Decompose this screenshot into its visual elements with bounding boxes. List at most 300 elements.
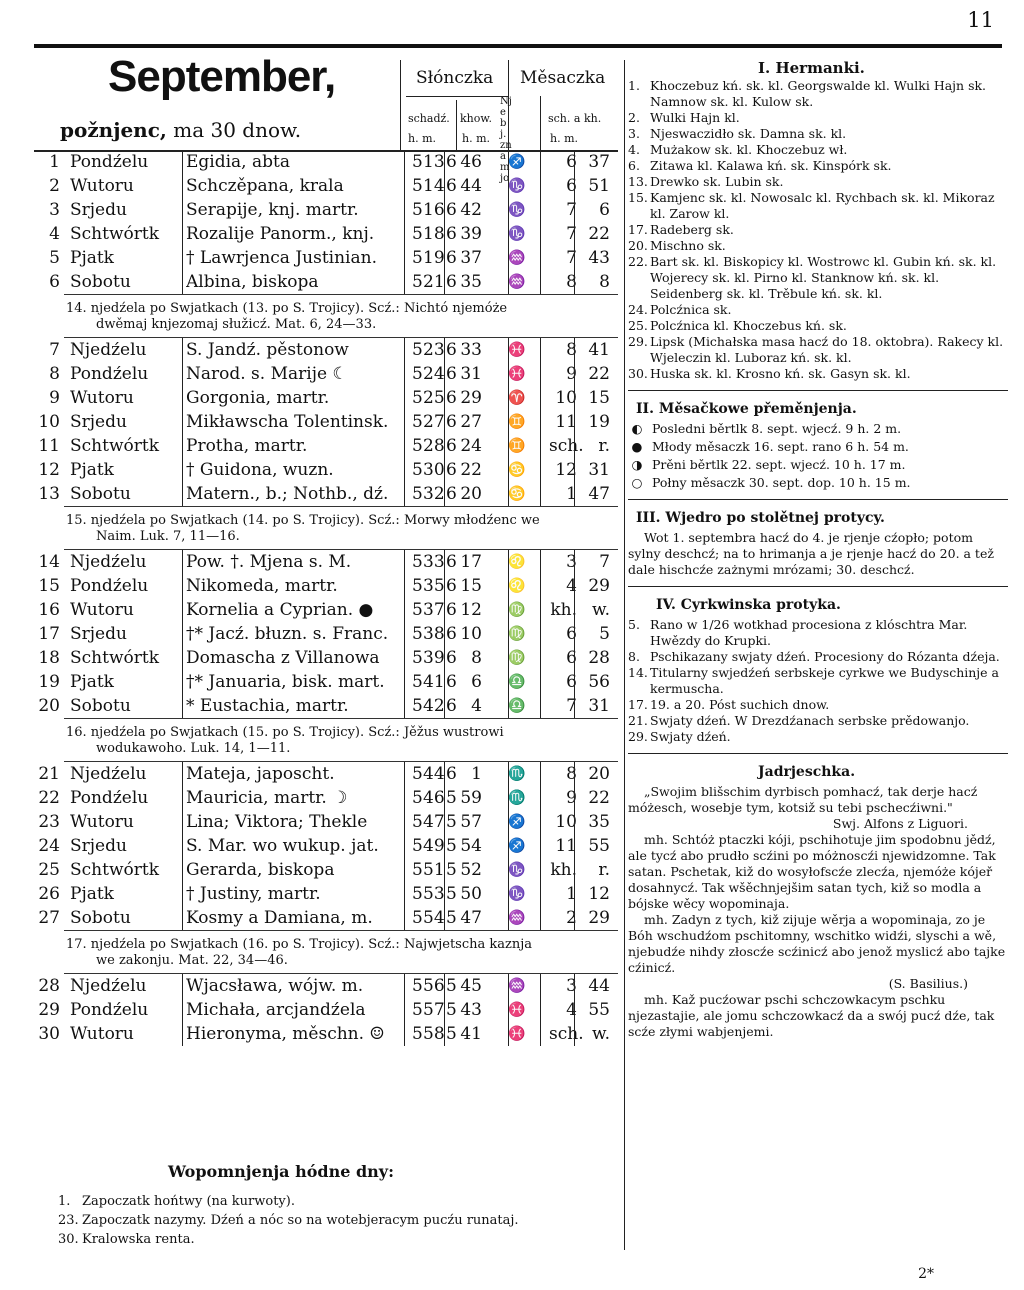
- weekday: Wutoru: [70, 1024, 134, 1044]
- moon-hour: 7: [566, 696, 577, 716]
- moon-min: 44: [588, 976, 610, 996]
- sunrise-hour: 5: [412, 436, 423, 456]
- weekday: Srjedu: [70, 200, 127, 220]
- day-number: 10: [38, 412, 60, 432]
- moon-hour: 9: [566, 364, 577, 384]
- day-number: 9: [49, 388, 60, 408]
- saint-name: Kosmy a Damiana, m.: [186, 908, 373, 928]
- column-rule: [508, 550, 509, 718]
- saint-name: Schczěpana, krala: [186, 176, 344, 196]
- sunrise-min: 35: [423, 576, 445, 596]
- month-title: September,: [108, 52, 336, 101]
- page-number: 11: [967, 8, 994, 32]
- day-row: [34, 174, 618, 198]
- sunset-min: 10: [460, 624, 482, 644]
- market-places: Khoczebuz kń. sk. kl. Georgswalde kl. Wulki Hajn sk. Namnow sk. kl. Kulow sk.: [650, 78, 987, 109]
- moon-hour: 8: [566, 272, 577, 292]
- sunset-min: 1: [471, 764, 482, 784]
- sunrise-min: 25: [423, 388, 445, 408]
- weekday: Wutoru: [70, 176, 134, 196]
- moon-min: 41: [588, 340, 610, 360]
- day-number: 17: [38, 624, 60, 644]
- sunrise-min: 16: [423, 200, 445, 220]
- sunset-hour: 5: [446, 836, 457, 856]
- sunset-hour: 6: [446, 436, 457, 456]
- column-divider: [624, 60, 625, 1250]
- sunset-hour: 6: [446, 672, 457, 692]
- saint-name: †* Jacź. błuzn. s. Franc.: [186, 624, 389, 644]
- market-places: Polcźnica sk.: [650, 302, 732, 317]
- zodiac-icon: ♐: [508, 814, 526, 830]
- church-day: 14.: [628, 665, 648, 680]
- sunrise-hour: 5: [412, 976, 423, 996]
- market-day: 29.: [628, 334, 648, 349]
- first-quarter-icon: ◑: [631, 457, 643, 472]
- moon-min: 6: [599, 200, 610, 220]
- church-text: Swjaty dźeń. W Drezdźanach serbske prědowanjo.: [650, 713, 970, 728]
- church-text: Titularny swjedźeń serbskeje cyrkwe we Budyschinje a kermuscha.: [650, 665, 1000, 696]
- moon-header: Měsaczka: [520, 68, 606, 88]
- day-number: 14: [38, 552, 60, 572]
- top-rule: [34, 44, 1002, 48]
- moon-min: 5: [599, 624, 610, 644]
- day-row: [34, 906, 618, 930]
- moon-col-divider: [540, 96, 541, 150]
- zodiac-icon: ♑: [508, 226, 526, 242]
- sunset-hour: 6: [446, 484, 457, 504]
- moon-min: 56: [588, 672, 610, 692]
- day-number: 26: [38, 884, 60, 904]
- note-line-1: 14. njedźela po Swjatkach (13. po S. Trojicy). Scź.: Nichtó njemóże: [66, 301, 508, 316]
- column-rule: [404, 762, 405, 930]
- moonphases-title: II. Měsačkowe přeměnjenja.: [636, 401, 857, 417]
- sunrise-hour: 5: [412, 1024, 423, 1044]
- market-entry: [628, 78, 1008, 110]
- sunrise-min: 58: [423, 1024, 445, 1044]
- market-places: Zitawa kl. Kalawa kń. sk. Kinspórk sk.: [650, 158, 892, 173]
- market-places: Polcźnica kl. Khoczebus kń. sk.: [650, 318, 847, 333]
- moon-min: 29: [588, 908, 610, 928]
- week-block: [34, 974, 618, 1046]
- last-quarter-icon: ◐: [631, 421, 643, 436]
- market-places: Drewko sk. Lubin sk.: [650, 174, 784, 189]
- sunrise-hour: 5: [412, 624, 423, 644]
- market-places: Radeberg sk.: [650, 222, 734, 237]
- moon-hour: 6: [566, 176, 577, 196]
- note-line-2: we zakonju. Mat. 22, 34—46.: [96, 953, 288, 968]
- saint-name: Narod. s. Marije ☾: [186, 364, 348, 384]
- sunset-hour: 6: [446, 764, 457, 784]
- church-day: 5.: [628, 617, 640, 632]
- memorable-day-num: 23.: [58, 1213, 79, 1228]
- weekday: Pjatk: [70, 672, 114, 692]
- church-title: IV. Cyrkwinska protyka.: [656, 597, 841, 613]
- sunrise-min: 13: [423, 152, 445, 172]
- market-day: 22.: [628, 254, 648, 269]
- day-row: [34, 622, 618, 646]
- sunday-gospel-note: [34, 719, 618, 761]
- sunrise-hour: 5: [412, 484, 423, 504]
- sunset-min: 39: [460, 224, 482, 244]
- moon-hour: 3: [566, 552, 577, 572]
- zodiac-icon: ♋: [508, 462, 526, 478]
- saint-sun-divider: [400, 60, 401, 150]
- sunset-hour: 6: [446, 460, 457, 480]
- moon-min: 28: [588, 648, 610, 668]
- signature-mark: 2*: [918, 1266, 934, 1282]
- moon-hour: 7: [566, 248, 577, 268]
- column-rule: [404, 974, 405, 1046]
- sunset-min: 24: [460, 436, 482, 456]
- sunset-hour: 5: [446, 860, 457, 880]
- day-row: [34, 974, 618, 998]
- sunset-min: 54: [460, 836, 482, 856]
- moonphases-list: [628, 421, 1008, 491]
- sunrise-min: 41: [423, 672, 445, 692]
- zodiac-icon: ♏: [508, 766, 526, 782]
- column-rule: [508, 338, 509, 506]
- column-rule: [508, 150, 509, 294]
- sunrise-hour: 5: [412, 152, 423, 172]
- column-rule: [404, 150, 405, 294]
- market-day: 6.: [628, 158, 640, 173]
- sunset-hour: 5: [446, 1024, 457, 1044]
- sunset-hour: 5: [446, 908, 457, 928]
- moon-min: r.: [598, 860, 610, 880]
- sunset-min: 43: [460, 1000, 482, 1020]
- moon-min: 55: [588, 1000, 610, 1020]
- column-rule: [444, 974, 445, 1046]
- piety-para2: mh. Zadyn z tych, kiž zijuje wěrja a wopominaja, zo je Bóh wschudźom pschitomny, wschitko widźi, slyschi a wě, njebudźe nihdy złoscźe scźinicź abo jenož myslicź abo tajke cźinicź.: [628, 912, 1006, 975]
- day-row: [34, 598, 618, 622]
- day-row: [34, 362, 618, 386]
- moon-hour: 2: [566, 908, 577, 928]
- weekday: Schtwórtk: [70, 436, 159, 456]
- church-entry: [628, 665, 1008, 697]
- sunrise-hour: 5: [412, 764, 423, 784]
- moonphase-entry: [628, 475, 1008, 491]
- market-places: Huska sk. kl. Krosno kń. sk. Gasyn sk. kl.: [650, 366, 911, 381]
- church-entry: [628, 713, 1008, 729]
- market-places: Lipsk (Michałska masa hacź do 18. oktobra). Rakecy kl. Wjeleczin kl. Luboraz kń. sk. kl.: [650, 334, 1004, 365]
- sunset-min: 20: [460, 484, 482, 504]
- moonphase-entry: [628, 421, 1008, 437]
- bottom-list: [58, 1192, 519, 1249]
- piety-para1: mh. Schtóż ptaczki kóji, pschihotuje jim spodobnu jědź, ale tycź abo prudło scźini po móżnoscźi njewidzomne. Tak satan. Pschetak, kiž do wosyłofscźe zlecźa, njemóże kójeř dosahnycź. Tak wšěchnjejšim satan tych, kiž so modla a bójske wěcy wopominaja.: [628, 832, 996, 911]
- moon-hour: 10: [555, 812, 577, 832]
- column-rule: [404, 550, 405, 718]
- moon-min: 20: [588, 764, 610, 784]
- column-rule: [540, 338, 541, 506]
- sunrise-min: 28: [423, 436, 445, 456]
- market-entry: [628, 238, 1008, 254]
- day-number: 25: [38, 860, 60, 880]
- weekday: Njedźelu: [70, 764, 147, 784]
- column-rule: [444, 150, 445, 294]
- zodiac-icon: ♈: [508, 390, 526, 406]
- weekday: Wutoru: [70, 388, 134, 408]
- church-day: 8.: [628, 649, 640, 664]
- sunset-hour: 6: [446, 176, 457, 196]
- zodiac-icon: ♓: [508, 1002, 526, 1018]
- moon-sign-header: Njebj. znamjo: [500, 96, 512, 184]
- memorable-day-text: Zapoczatk nazymy. Dźeń a nóc so na wotebjeracym pucźu runataj.: [82, 1213, 519, 1228]
- memorable-day-text: Kralowska renta.: [82, 1232, 195, 1247]
- day-row: [34, 198, 618, 222]
- column-rule: [540, 762, 541, 930]
- memorable-day: [58, 1230, 519, 1249]
- sunrise-hour: 5: [412, 576, 423, 596]
- church-day: 21.: [628, 713, 648, 728]
- day-row: [34, 694, 618, 718]
- church-day: 17.: [628, 697, 648, 712]
- day-number: 2: [49, 176, 60, 196]
- saint-name: Mateja, japoscht.: [186, 764, 335, 784]
- month-subtitle: [60, 118, 301, 142]
- sunrise-min: 27: [423, 412, 445, 432]
- day-row: [34, 222, 618, 246]
- market-places: Bart sk. kl. Biskopicy kl. Wostrowc kl. Gubin kń. sk. kl. Wojerecy sk. kl. Pirno kl. Stanknow kń. sk. kl. Seidenberg sk. kl. Trěbule kń. sk. kl.: [650, 254, 997, 301]
- moon-min: 22: [588, 788, 610, 808]
- sun-rise-header: schadź.: [408, 112, 450, 125]
- market-entry: [628, 190, 1008, 222]
- day-number: 30: [38, 1024, 60, 1044]
- moon-min: 31: [588, 696, 610, 716]
- market-places: Wulki Hajn kl.: [650, 110, 740, 125]
- day-number: 23: [38, 812, 60, 832]
- day-number: 24: [38, 836, 60, 856]
- column-rule: [540, 150, 541, 294]
- moon-min: 51: [588, 176, 610, 196]
- sunset-hour: 6: [446, 648, 457, 668]
- saint-name: S. Mar. wo wukup. jat.: [186, 836, 379, 856]
- sunrise-min: 37: [423, 600, 445, 620]
- moon-min: r.: [598, 436, 610, 456]
- sunset-min: 12: [460, 600, 482, 620]
- moon-hour: 12: [555, 460, 577, 480]
- sunrise-min: 14: [423, 176, 445, 196]
- sunrise-min: 30: [423, 460, 445, 480]
- day-number: 18: [38, 648, 60, 668]
- note-line-2: wodukawoho. Luk. 14, 1—11.: [96, 741, 291, 756]
- zodiac-icon: ♎: [508, 698, 526, 714]
- sunrise-hour: 5: [412, 272, 423, 292]
- sunset-min: 45: [460, 976, 482, 996]
- day-row: [34, 338, 618, 362]
- moon-hour: 4: [566, 576, 577, 596]
- market-entry: [628, 334, 1008, 366]
- weekday: Pondźelu: [70, 576, 149, 596]
- moon-min: 22: [588, 364, 610, 384]
- market-entry: [628, 366, 1008, 382]
- sunrise-hour: 5: [412, 248, 423, 268]
- sunset-hour: 6: [446, 552, 457, 572]
- weekday: Pondźelu: [70, 364, 149, 384]
- day-number: 12: [38, 460, 60, 480]
- weekday: Pondźelu: [70, 788, 149, 808]
- day-number: 15: [38, 576, 60, 596]
- sunrise-min: 57: [423, 1000, 445, 1020]
- moonphase-text: Posledni běrtlk 8. sept. wjecź. 9 h. 2 m.: [652, 421, 902, 436]
- moon-min: 55: [588, 836, 610, 856]
- weekday: Schtwórtk: [70, 860, 159, 880]
- sunrise-min: 56: [423, 976, 445, 996]
- sunrise-min: 38: [423, 624, 445, 644]
- moon-hour: 6: [566, 152, 577, 172]
- market-entry: [628, 110, 1008, 126]
- sunrise-hour: 5: [412, 696, 423, 716]
- sun-header: Słónczka: [416, 68, 494, 88]
- market-entry: [628, 158, 1008, 174]
- day-row: [34, 150, 618, 174]
- sunset-min: 6: [471, 672, 482, 692]
- market-entry: [628, 222, 1008, 238]
- sun-rise-unit: h. m.: [408, 132, 437, 145]
- saint-name: Hieronyma, měschn. ☺: [186, 1024, 385, 1044]
- church-entry: [628, 649, 1008, 665]
- market-entry: [628, 302, 1008, 318]
- column-rule: [182, 150, 183, 294]
- moonphase-entry: [628, 439, 1008, 455]
- sunset-min: 33: [460, 340, 482, 360]
- column-rule: [508, 762, 509, 930]
- saint-name: Gerarda, biskopa: [186, 860, 335, 880]
- moonphase-entry: [628, 457, 1008, 473]
- moon-min: 43: [588, 248, 610, 268]
- day-number: 27: [38, 908, 60, 928]
- moon-min: 15: [588, 388, 610, 408]
- sunset-min: 27: [460, 412, 482, 432]
- zodiac-icon: ♒: [508, 250, 526, 266]
- moon-hour: 6: [566, 624, 577, 644]
- day-row: [34, 550, 618, 574]
- weekday: Njedźelu: [70, 552, 147, 572]
- sunset-min: 22: [460, 460, 482, 480]
- sunrise-hour: 5: [412, 672, 423, 692]
- saint-name: Albina, biskopa: [186, 272, 319, 292]
- moon-hour: 1: [566, 884, 577, 904]
- sunset-hour: 6: [446, 340, 457, 360]
- note-line-2: Naim. Luk. 7, 11—16.: [96, 529, 240, 544]
- sun-set-unit: h. m.: [462, 132, 491, 145]
- market-day: 20.: [628, 238, 648, 253]
- day-row: [34, 1022, 618, 1046]
- moon-hour: 11: [555, 836, 577, 856]
- day-number: 7: [49, 340, 60, 360]
- piety-para3: mh. Kaž pucźowar pschi schczowkacym pschku njezastajie, ale jomu schczowkacź da a swój pucź dźe, tak scźe złymi wabjenjemi.: [628, 992, 995, 1039]
- sunrise-min: 47: [423, 812, 445, 832]
- day-number: 21: [38, 764, 60, 784]
- day-number: 22: [38, 788, 60, 808]
- sunset-min: 8: [471, 648, 482, 668]
- sunset-hour: 6: [446, 364, 457, 384]
- church-text: Swjaty dźeń.: [650, 729, 731, 744]
- moon-hour: 6: [566, 672, 577, 692]
- sunset-hour: 6: [446, 576, 457, 596]
- sunrise-min: 54: [423, 908, 445, 928]
- zodiac-icon: ♍: [508, 626, 526, 642]
- sunset-hour: 5: [446, 788, 457, 808]
- sunset-min: 50: [460, 884, 482, 904]
- sunrise-min: 46: [423, 788, 445, 808]
- moon-min: 29: [588, 576, 610, 596]
- day-row: [34, 810, 618, 834]
- sunrise-hour: 5: [412, 412, 423, 432]
- saint-name: Michała, arcjandźela: [186, 1000, 366, 1020]
- weekday: Njedźelu: [70, 976, 147, 996]
- day-row: [34, 858, 618, 882]
- day-number: 8: [49, 364, 60, 384]
- market-day: 13.: [628, 174, 648, 189]
- sunrise-hour: 5: [412, 884, 423, 904]
- sunset-min: 42: [460, 200, 482, 220]
- week-block: [34, 150, 618, 294]
- right-column: [628, 60, 1008, 1040]
- moon-hour: 8: [566, 764, 577, 784]
- sunrise-hour: 5: [412, 812, 423, 832]
- church-day: 29.: [628, 729, 648, 744]
- sunday-gospel-note: [34, 507, 618, 549]
- memorable-day: [58, 1211, 519, 1230]
- weekday: Pjatk: [70, 460, 114, 480]
- saint-name: † Lawrjenca Justinian.: [186, 248, 377, 268]
- day-row: [34, 434, 618, 458]
- moon-min: 12: [588, 884, 610, 904]
- church-list: [628, 617, 1008, 745]
- day-number: 5: [49, 248, 60, 268]
- sun-set-header: khow.: [460, 112, 492, 125]
- moon-hour: 7: [566, 200, 577, 220]
- moonphase-text: Prěni běrtlk 22. sept. wjecź. 10 h. 17 m.: [652, 457, 906, 472]
- church-entry: [628, 617, 1008, 649]
- sunrise-hour: 5: [412, 1000, 423, 1020]
- sunset-min: 41: [460, 1024, 482, 1044]
- day-row: [34, 998, 618, 1022]
- saint-name: Rozalije Panorm., knj.: [186, 224, 375, 244]
- calendar-table: [34, 150, 618, 1046]
- saint-name: Domascha z Villanowa: [186, 648, 380, 668]
- sunset-min: 29: [460, 388, 482, 408]
- saint-name: † Justiny, martr.: [186, 884, 321, 904]
- weekday: Pjatk: [70, 884, 114, 904]
- day-number: 11: [38, 436, 60, 456]
- market-day: 24.: [628, 302, 648, 317]
- note-line-1: 15. njedźela po Swjatkach (14. po S. Trojicy). Scź.: Morwy młodźenc we: [66, 513, 540, 528]
- piety-para2-author: (S. Basilius.): [888, 976, 968, 991]
- moon-hour: sch.: [549, 1024, 584, 1044]
- moon-hour: sch.: [549, 436, 584, 456]
- sunrise-hour: 5: [412, 176, 423, 196]
- zodiac-icon: ♎: [508, 674, 526, 690]
- day-row: [34, 482, 618, 506]
- moon-hour: 4: [566, 1000, 577, 1020]
- sun-col-divider: [456, 100, 457, 150]
- sunset-hour: 6: [446, 412, 457, 432]
- weekday: Pondźelu: [70, 1000, 149, 1020]
- moon-hour: 1: [566, 484, 577, 504]
- column-rule: [182, 550, 183, 718]
- sunset-hour: 6: [446, 248, 457, 268]
- day-row: [34, 458, 618, 482]
- sunset-min: 47: [460, 908, 482, 928]
- sunset-hour: 6: [446, 200, 457, 220]
- saint-name: Matern., b.; Nothb., dź.: [186, 484, 389, 504]
- market-day: 1.: [628, 78, 640, 93]
- moon-hour: kh.: [550, 860, 577, 880]
- sunset-hour: 6: [446, 152, 457, 172]
- sunrise-min: 53: [423, 884, 445, 904]
- zodiac-icon: ♍: [508, 650, 526, 666]
